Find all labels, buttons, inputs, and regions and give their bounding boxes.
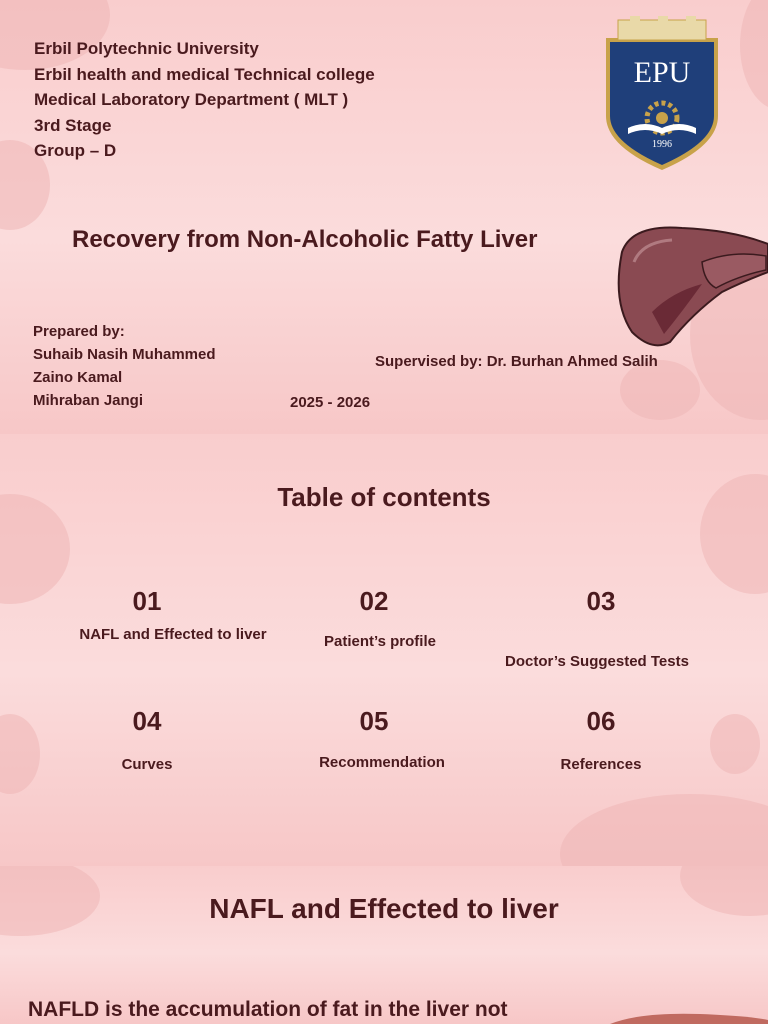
epu-logo bbox=[600, 16, 724, 172]
author-name: Zaino Kamal bbox=[33, 369, 123, 386]
toc-number: 03 bbox=[586, 586, 616, 616]
decor-blob bbox=[740, 0, 768, 110]
presentation-title: Recovery from Non-Alcoholic Fatty Liver bbox=[72, 226, 538, 253]
decor-blob bbox=[710, 714, 760, 774]
toc-label: Curves bbox=[121, 756, 173, 773]
decor-blob bbox=[560, 794, 768, 866]
toc-number: 06 bbox=[586, 706, 616, 736]
toc-number: 01 bbox=[132, 586, 162, 616]
department-name: Medical Laboratory Department ( MLT ) bbox=[34, 90, 349, 109]
section-body-text: NAFLD is the accumulation of fat in the liver not bbox=[28, 998, 508, 1021]
prepared-by-label: Prepared by: bbox=[33, 323, 125, 340]
group-label: Group – D bbox=[34, 141, 117, 160]
liver-illustration-partial bbox=[600, 1010, 768, 1024]
toc-label: Recommendation bbox=[319, 754, 445, 771]
logo-text: EPU bbox=[633, 56, 691, 89]
prepared-by-block bbox=[33, 320, 216, 412]
toc-title: Table of contents bbox=[277, 482, 491, 512]
toc-label: Patient’s profile bbox=[324, 633, 436, 650]
toc-number: 05 bbox=[359, 706, 389, 736]
university-name: Erbil Polytechnic University bbox=[34, 39, 259, 58]
author-name: Suhaib Nasih Muhammed bbox=[33, 346, 216, 363]
toc-label: Doctor’s Suggested Tests bbox=[505, 653, 689, 670]
toc-number: 02 bbox=[359, 586, 389, 616]
logo-year: 1996 bbox=[652, 139, 672, 150]
institution-header bbox=[34, 36, 375, 164]
toc-label: NAFL and Effected to liver bbox=[79, 626, 267, 643]
author-name: Mihraban Jangi bbox=[33, 392, 144, 409]
academic-year: 2025 - 2026 bbox=[290, 394, 371, 411]
liver-illustration bbox=[612, 222, 768, 350]
toc-label: References bbox=[560, 756, 642, 773]
section-title: NAFL and Effected to liver bbox=[209, 893, 559, 924]
stage-label: 3rd Stage bbox=[34, 115, 112, 135]
college-name: Erbil health and medical Technical college bbox=[34, 64, 375, 84]
toc-number: 04 bbox=[132, 706, 162, 736]
decor-blob bbox=[0, 714, 40, 794]
supervisor-line: Supervised by: Dr. Burhan Ahmed Salih bbox=[375, 353, 658, 370]
